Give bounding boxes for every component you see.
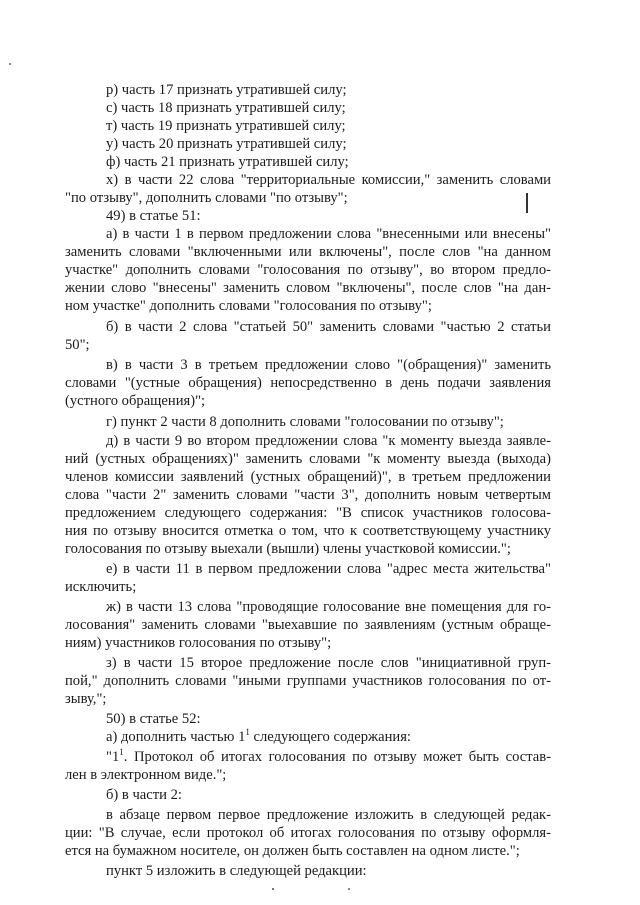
text-line: д) в части 9 во втором предложении слова "к моменту выезда заявле- bbox=[106, 433, 551, 449]
scan-mark bbox=[526, 193, 528, 213]
text-line: в абзаце первом первое предложение изложить в следующей редак- bbox=[106, 807, 551, 823]
text-line: ется на бумажном носителе, он должен быть составлен на одном листе."; bbox=[65, 843, 520, 859]
text-line: ниям) участников голосования по отзыву"; bbox=[65, 635, 332, 651]
text-line: а) дополнить частью $1^1$ следующего содержания: bbox=[106, 727, 411, 745]
text-line: заменить словами "включенными или включены", после слов "на данном bbox=[65, 244, 551, 260]
text-line: (устного обращения)"; bbox=[65, 393, 206, 409]
text-line: а) в части 1 в первом предложении слова "внесенными или внесены" bbox=[106, 226, 551, 242]
text-line: у) часть 20 признать утратившей силу; bbox=[106, 136, 347, 152]
superscript: 1 bbox=[119, 747, 124, 757]
text-line: лен в электронном виде."; bbox=[65, 767, 227, 783]
text-line: предложением следующего содержания: "В список участников голосова- bbox=[65, 505, 551, 521]
text-line: ния по отзыву вносится отметка о том, что к соответствующему участнику bbox=[65, 523, 551, 539]
text-line: пункт 5 изложить в следующей редакции: bbox=[106, 863, 367, 879]
text-line: з) в части 15 второе предложение после слов "инициативной груп- bbox=[106, 655, 551, 671]
text-line: ции: "В случае, если протокол об итогах голосования по отзыву оформля- bbox=[65, 825, 551, 841]
text-line: голосования по отзыву выехали (вышли) члены участковой комиссии."; bbox=[65, 541, 511, 557]
text-line: жении слово "внесены" заменить словом "включены", после слов "на дан- bbox=[65, 280, 551, 296]
text-line: х) в части 22 слова "территориальные комиссии," заменить словами bbox=[106, 172, 551, 188]
text-line: лосования" заменить словами "выехавшие по заявлениям (устным обраще- bbox=[65, 617, 551, 633]
text-line: б) в части 2: bbox=[106, 787, 182, 803]
text-line: зыву,"; bbox=[65, 691, 107, 707]
text-line: т) часть 19 признать утратившей силу; bbox=[106, 118, 346, 134]
text-line: р) часть 17 признать утратившей силу; bbox=[106, 82, 347, 98]
text-line: 49) в статье 51: bbox=[106, 208, 201, 224]
scan-speck bbox=[272, 888, 274, 890]
text-line: ж) в части 13 слова "проводящие голосование вне помещения для го- bbox=[106, 599, 551, 615]
text-line: е) в части 11 в первом предложении слова "адрес места жительства" bbox=[106, 561, 551, 577]
text-line: г) пункт 2 части 8 дополнить словами "голосовании по отзыву"; bbox=[106, 414, 504, 430]
text-line: ном участке" дополнить словами "голосования по отзыву"; bbox=[65, 298, 432, 314]
text-line: с) часть 18 признать утратившей силу; bbox=[106, 100, 346, 116]
superscript: 1 bbox=[245, 727, 250, 737]
text-line: в) в части 3 в третьем предложении слово "(обращения)" заменить bbox=[106, 357, 551, 373]
text-line: ф) часть 21 признать утратившей силу; bbox=[106, 154, 349, 170]
text-line: "по отзыву", дополнить словами "по отзыву"; bbox=[65, 190, 348, 206]
text-line: б) в части 2 слова "статьей 50" заменить словами "частью 2 статьи bbox=[106, 319, 551, 335]
text-line: участке" дополнить словами "голосования по отзыву", во втором предло- bbox=[65, 262, 551, 278]
scan-speck bbox=[9, 63, 11, 65]
text-line: слова "части 2" заменить словами "части 3", дополнить новым четвертым bbox=[65, 487, 551, 503]
scan-speck bbox=[348, 888, 350, 890]
text-line: 50"; bbox=[65, 337, 90, 353]
text-line: 50) в статье 52: bbox=[106, 711, 201, 727]
text-line: ний (устных обращениях)" заменить словами "к моменту выезда (выхода) bbox=[65, 451, 551, 467]
text-line: "$1^1$. Протокол об итогах голосования по отзыву может быть состав- bbox=[106, 747, 551, 765]
text-line: членов комиссии заявлений (устных обращений)", в третьем предложении bbox=[65, 469, 551, 485]
text-line: пой," дополнить словами "иными группами участников голосования по от- bbox=[65, 673, 551, 689]
text-line: словами "(устные обращения) непосредственно в день подачи заявления bbox=[65, 375, 551, 391]
text-line: исключить; bbox=[65, 579, 137, 595]
